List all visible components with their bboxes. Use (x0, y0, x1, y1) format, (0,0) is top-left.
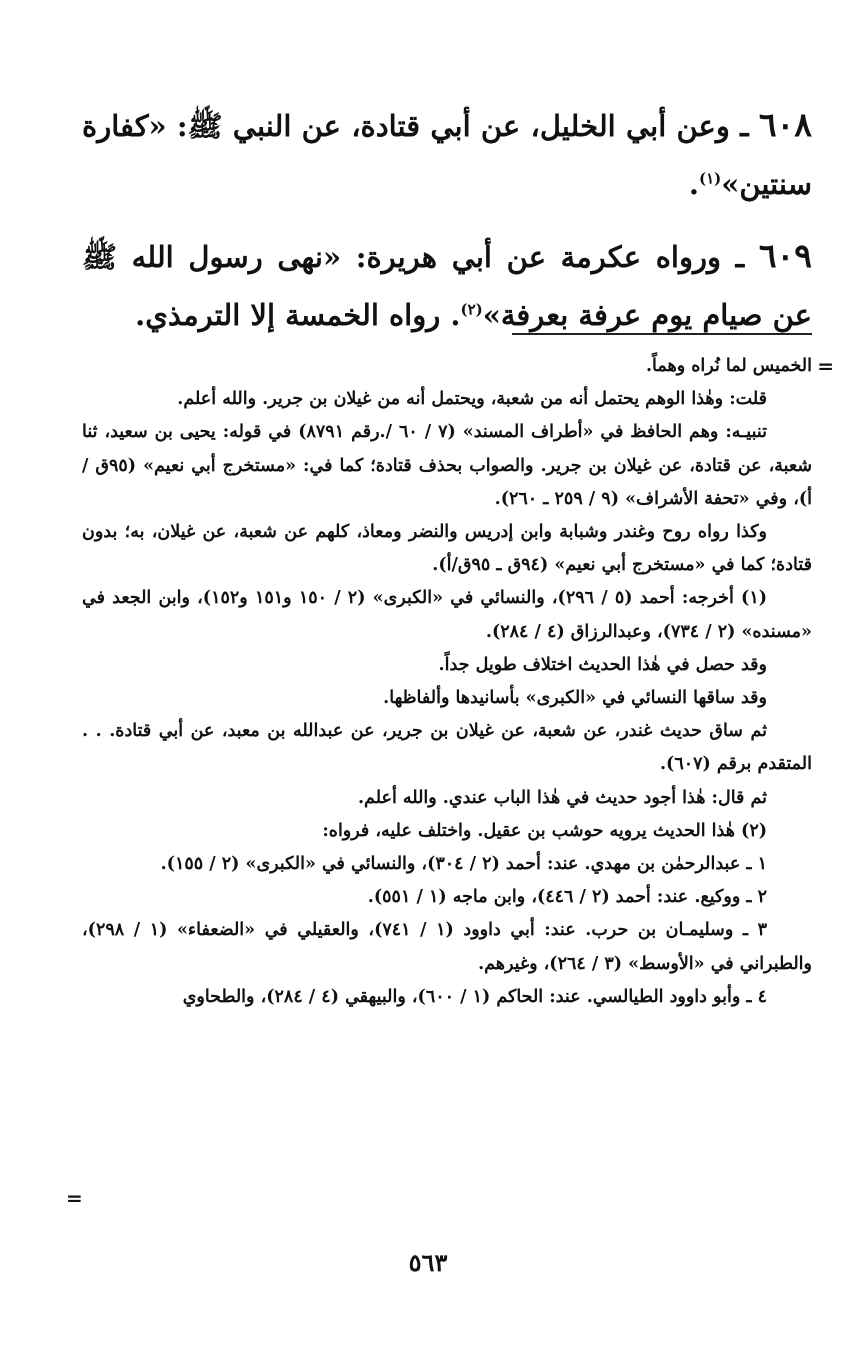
footnote-line: (٢) هٰذا الحديث يرويه حوشب بن عقيل. واختلف عليه، فرواه: (322, 820, 767, 841)
footnote-line: (١) أخرجه: أحمد (٥ / ٢٩٦)، والنسائي في «الكبرى» (٢ / ١٥٠ و١٥١ و١٥٢)، وابن الجعد في «مسنده» (٢ / ٧٣٤)، وعبدالرزاق (٤ / ٢٨٤). (82, 588, 812, 642)
footnote-line: وكذا رواه روح وغندر وشبابة وابن إدريس والنضر ومعاذ، كلهم عن شعبة، عن غيلان، به؛ بدون قتادة؛ كما في «مستخرج أبي نعيم» (٩٤ق ـ ٩٥ق/أ). (82, 522, 812, 576)
footnote-line: الخميس لما نُراه وهماً. (645, 356, 812, 376)
hadith-tail: . رواه الخمسة إلا الترمذي. (135, 298, 461, 332)
footnote-ref: (٢) (460, 300, 483, 319)
footnote-line: ٤ ـ وأبو داوود الطيالسي. عند: الحاكم (١ / ٦٠٠)، والبيهقي (٤ / ٢٨٤)، والطحاوي (182, 986, 767, 1007)
footnote-line: تنبيـه: وهم الحافظ في «أطراف المسند» (٧ / ٦٠ /.رقم ٨٧٩١) في قوله: يحيى بن سعيد، ثنا شعبة، عن قتادة، عن غيلان بن جرير. والصواب بحذف قتادة؛ كما في: «مستخرج أبي نعيم» (٩٥ق / أ)، وفي «تحفة الأشراف» (٩ / ٢٥٩ ـ ٢٦٠). (82, 422, 813, 509)
hadith-text: ـ ورواه عكرمة عن أبي هريرة: «نهى رسول الله ﷺ عن صيام يوم عرفة بعرفة» (82, 240, 812, 332)
footnote-line: ثم قال: هٰذا أجود حديث في هٰذا الباب عندي. والله أعلم. (357, 787, 767, 808)
hadith-tail: . (688, 167, 699, 201)
hadith-number: ٦٠٩ (758, 236, 812, 275)
footnote-divider (512, 333, 812, 335)
footnote-ref: (١) (698, 169, 722, 188)
footnote-line: ٢ ـ ووكيع. عند: أحمد (٢ / ٤٤٦)، وابن ماجه (١ / ٥٥١). (367, 887, 767, 908)
hadith-608 (82, 96, 812, 213)
hadith-number: ٦٠٨ (758, 105, 813, 144)
continuation-mark-end: = (66, 1186, 83, 1210)
hadith-text: ـ وعن أبي الخليل، عن أبي قتادة، عن النبي ﷺ: «كفارة سنتين» (82, 109, 812, 201)
footnotes (82, 350, 812, 1014)
footnote-line: ٣ ـ وسليمـان بن حرب. عند: أبي داوود (١ / ٧٤١)، والعقيلي في «الضعفاء» (١ / ٢٩٨)، والطبراني في «الأوسط» (٣ / ٢٦٤)، وغيرهم. (82, 920, 812, 974)
continuation-mark: = (817, 354, 834, 378)
footnote-line: قلت: وهٰذا الوهم يحتمل أنه من شعبة، ويحتمل أنه من غيلان بن جرير. والله أعلم. (177, 389, 767, 410)
page-number: ٥٦٣ (408, 1248, 448, 1277)
main-text (82, 96, 812, 358)
footnote-line: وقد حصل في هٰذا الحديث اختلاف طويل جداً. (438, 654, 767, 675)
footnote-line: وقد ساقها النسائي في «الكبرى» بأسانيدها وألفاظها. (383, 688, 767, 709)
footnote-line: ١ ـ عبدالرحمٰن بن مهدي. عند: أحمد (٢ / ٣٠٤)، والنسائي في «الكبرى» (٢ / ١٥٥). (160, 854, 767, 875)
footnote-line: ثم ساق حديث غندر، عن شعبة، عن غيلان بن جرير، عن عبدالله بن معبد، عن أبي قتادة. . . المتقدم برقم (٦٠٧). (82, 721, 812, 775)
hadith-609 (82, 227, 812, 344)
